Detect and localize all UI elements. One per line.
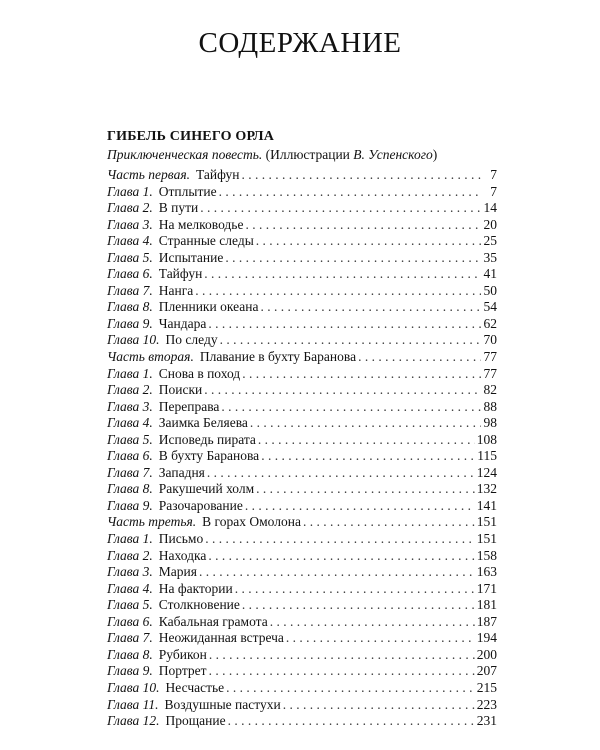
toc-entry — [107, 597, 497, 614]
dot-leader — [258, 432, 475, 449]
toc-entry-label: Глава 9. — [107, 315, 153, 331]
toc-entry-page-number: 20 — [483, 216, 497, 232]
toc-entry-title: Переправа — [158, 398, 220, 414]
toc-entry-page-number: 115 — [477, 448, 497, 464]
toc-entry-title: Тайфун — [195, 167, 240, 182]
toc-entry-title: Исповедь пирата — [158, 431, 256, 447]
dot-leader — [242, 597, 475, 614]
book-title: ГИБЕЛЬ СИНЕГО ОРЛА — [107, 129, 275, 144]
toc-entry-page-number: 14 — [483, 200, 497, 216]
book-subtitle — [107, 147, 437, 163]
toc-entry-title: Странные следы — [158, 233, 254, 249]
toc-entry-label: Глава 1. — [107, 183, 153, 199]
toc-entry — [107, 448, 497, 465]
toc-entry-title: На мелководье — [158, 216, 244, 232]
toc-entry-label: Глава 1. — [107, 531, 153, 547]
toc-entry-label: Глава 9. — [107, 497, 153, 513]
toc-entry-title: Тайфун — [158, 266, 203, 282]
dot-leader — [256, 481, 475, 498]
toc-entry — [107, 465, 497, 482]
toc-entry-label: Глава 4. — [107, 415, 153, 431]
table-of-contents — [107, 167, 497, 730]
dot-leader — [358, 349, 481, 366]
toc-entry-title: В бухту Баранова — [158, 448, 260, 464]
toc-entry-title: Неожиданная встреча — [158, 630, 284, 646]
toc-entry — [107, 630, 497, 647]
dot-leader — [204, 382, 481, 399]
toc-entry-label: Глава 4. — [107, 233, 153, 249]
toc-entry — [107, 713, 497, 730]
toc-entry — [107, 283, 497, 300]
toc-entry-label: Глава 10. — [107, 679, 160, 695]
toc-entry-title: Испытание — [158, 249, 224, 265]
dot-leader — [303, 514, 475, 531]
dot-leader — [219, 184, 481, 201]
toc-entry — [107, 548, 497, 565]
toc-entry-page-number: 187 — [476, 613, 497, 629]
toc-entry-title: Разочарование — [158, 497, 243, 513]
toc-entry-page-number: 132 — [476, 481, 497, 497]
toc-entry-title: В пути — [158, 200, 199, 216]
toc-entry — [107, 663, 497, 680]
subtitle-genre: Приключенческая повесть. — [107, 147, 263, 162]
dot-leader — [195, 283, 481, 300]
toc-entry-label: Глава 12. — [107, 713, 160, 729]
toc-entry-label: Часть вторая. — [107, 349, 194, 365]
toc-entry-page-number: 35 — [483, 249, 497, 265]
toc-entry-label: Глава 1. — [107, 365, 153, 381]
dot-leader — [200, 200, 481, 217]
toc-entry-page-number: 171 — [476, 580, 497, 596]
toc-entry-title: Отплытие — [158, 183, 217, 199]
toc-entry — [107, 266, 497, 283]
toc-entry-page-number: 151 — [476, 531, 497, 547]
dot-leader — [245, 217, 481, 234]
toc-entry-label: Глава 2. — [107, 200, 153, 216]
toc-entry — [107, 581, 497, 598]
toc-entry-page-number: 194 — [476, 630, 497, 646]
dot-leader — [250, 415, 481, 432]
dot-leader — [221, 399, 481, 416]
page-title: СОДЕРЖАНИЕ — [198, 27, 402, 59]
toc-entry-title: Чандара — [158, 315, 207, 331]
toc-entry-label: Глава 8. — [107, 481, 153, 497]
toc-entry-label: Глава 11. — [107, 696, 159, 712]
dot-leader — [242, 366, 481, 383]
toc-entry-label: Глава 5. — [107, 249, 153, 265]
toc-entry — [107, 680, 497, 697]
toc-entry-label: Часть первая. — [107, 167, 190, 182]
dot-leader — [286, 630, 475, 647]
dot-leader — [220, 332, 481, 349]
toc-entry-page-number: 54 — [483, 299, 497, 315]
toc-entry-title: По следу — [165, 332, 218, 348]
toc-entry-page-number: 77 — [483, 365, 497, 381]
illustrator-name: В. Успенского — [353, 147, 433, 162]
dot-leader — [256, 233, 481, 250]
toc-entry-label: Глава 4. — [107, 580, 153, 596]
toc-entry — [107, 217, 497, 234]
toc-entry — [107, 366, 497, 383]
toc-entry-page-number: 108 — [476, 431, 497, 447]
toc-entry-page-number: 62 — [483, 315, 497, 331]
toc-entry-page-number: 215 — [476, 679, 497, 695]
toc-entry-title: Письмо — [158, 531, 204, 547]
toc-entry-label: Глава 5. — [107, 597, 153, 613]
toc-entry — [107, 299, 497, 316]
toc-entry — [107, 233, 497, 250]
toc-entry-page-number: 7 — [490, 167, 497, 182]
dot-leader — [209, 663, 475, 680]
toc-entry — [107, 697, 497, 714]
toc-entry-label: Глава 7. — [107, 630, 153, 646]
toc-entry — [107, 250, 497, 267]
subtitle-illustrations-text: (Иллюстрации — [262, 147, 354, 162]
toc-entry-title: Столкновение — [158, 597, 240, 613]
dot-leader — [235, 581, 475, 598]
toc-entry-page-number: 200 — [476, 646, 497, 662]
toc-entry-page-number: 223 — [476, 696, 497, 712]
toc-entry-label: Глава 6. — [107, 266, 153, 282]
toc-entry-title: Кабальная грамота — [158, 613, 268, 629]
toc-entry-page-number: 50 — [483, 282, 497, 298]
toc-entry — [107, 316, 497, 333]
toc-entry-page-number: 7 — [490, 183, 497, 199]
toc-entry-page-number: 77 — [483, 349, 497, 365]
toc-entry-label: Глава 7. — [107, 282, 153, 298]
toc-entry-page-number: 88 — [483, 398, 497, 414]
dot-leader — [207, 465, 475, 482]
toc-entry-title: Заимка Беляева — [158, 415, 248, 431]
toc-entry-title: На фактории — [158, 580, 233, 596]
toc-entry-page-number: 82 — [483, 382, 497, 398]
toc-entry-label: Глава 6. — [107, 448, 153, 464]
toc-entry-title: Ракушечий холм — [158, 481, 255, 497]
toc-entry — [107, 167, 497, 184]
toc-entry-title: Пленники океана — [158, 299, 259, 315]
toc-entry — [107, 399, 497, 416]
toc-entry — [107, 514, 497, 531]
subtitle-close: ) — [432, 147, 438, 162]
dot-leader — [208, 316, 481, 333]
toc-entry — [107, 415, 497, 432]
dot-leader — [260, 299, 481, 316]
dot-leader — [228, 713, 475, 730]
toc-entry-title: Воздушные пастухи — [164, 696, 281, 712]
toc-entry — [107, 432, 497, 449]
toc-entry-label: Глава 3. — [107, 398, 153, 414]
toc-entry — [107, 481, 497, 498]
toc-entry-title: Поиски — [158, 382, 203, 398]
dot-leader — [225, 250, 481, 267]
toc-entry-label: Глава 8. — [107, 646, 153, 662]
toc-entry-title: Портрет — [158, 663, 207, 679]
dot-leader — [208, 548, 474, 565]
toc-entry-page-number: 70 — [483, 332, 497, 348]
dot-leader — [205, 531, 475, 548]
toc-entry-title: Несчастье — [165, 679, 225, 695]
toc-entry-title: Западня — [158, 464, 205, 480]
toc-entry — [107, 564, 497, 581]
toc-entry-title: Находка — [158, 547, 207, 563]
toc-entry-title: Нанга — [158, 282, 194, 298]
toc-entry-page-number: 207 — [476, 663, 497, 679]
toc-entry-label: Глава 3. — [107, 564, 153, 580]
toc-entry-page-number: 231 — [476, 713, 497, 729]
toc-entry-page-number: 41 — [483, 266, 497, 282]
toc-entry-page-number: 98 — [483, 415, 497, 431]
toc-entry — [107, 184, 497, 201]
toc-entry-title: Снова в поход — [158, 365, 241, 381]
toc-entry-label: Глава 2. — [107, 382, 153, 398]
toc-entry — [107, 498, 497, 515]
toc-entry — [107, 200, 497, 217]
toc-entry-page-number: 141 — [476, 497, 497, 513]
toc-entry-label: Глава 6. — [107, 613, 153, 629]
toc-entry — [107, 332, 497, 349]
toc-entry-title: В горах Омолона — [202, 514, 301, 530]
dot-leader — [283, 697, 475, 714]
toc-entry-label: Глава 3. — [107, 216, 153, 232]
toc-entry-label: Глава 10. — [107, 332, 160, 348]
toc-entry-title: Плавание в бухту Баранова — [199, 349, 357, 365]
toc-entry-title: Прощание — [165, 713, 226, 729]
toc-entry-page-number: 25 — [483, 233, 497, 249]
toc-entry — [107, 614, 497, 631]
toc-entry-page-number: 158 — [476, 547, 497, 563]
dot-leader — [226, 680, 475, 697]
toc-entry-label: Глава 8. — [107, 299, 153, 315]
toc-entry-page-number: 151 — [476, 514, 497, 530]
dot-leader — [204, 266, 481, 283]
toc-entry-label: Глава 5. — [107, 431, 153, 447]
dot-leader — [261, 448, 475, 465]
toc-entry-page-number: 181 — [476, 597, 497, 613]
dot-leader — [242, 167, 482, 184]
toc-entry — [107, 382, 497, 399]
toc-entry-label: Глава 9. — [107, 663, 153, 679]
dot-leader — [209, 647, 475, 664]
toc-entry-title: Мария — [158, 564, 197, 580]
toc-entry — [107, 647, 497, 664]
toc-entry-title: Рубикон — [158, 646, 207, 662]
toc-entry-page-number: 163 — [476, 564, 497, 580]
toc-entry — [107, 349, 497, 366]
toc-entry-page-number: 124 — [476, 464, 497, 480]
toc-entry-label: Глава 7. — [107, 464, 153, 480]
toc-entry-label: Часть третья. — [107, 514, 197, 530]
toc-entry-label: Глава 2. — [107, 547, 153, 563]
dot-leader — [270, 614, 475, 631]
dot-leader — [245, 498, 475, 515]
dot-leader — [199, 564, 475, 581]
toc-entry — [107, 531, 497, 548]
